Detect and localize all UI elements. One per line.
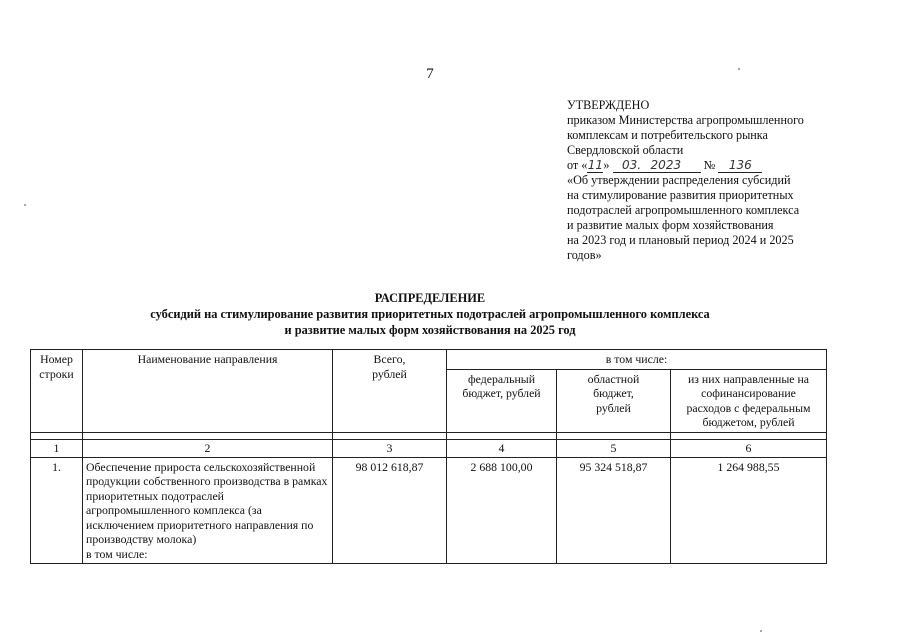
title-line: и развитие малых форм хозяйствования на 2025 год xyxy=(284,323,576,337)
distribution-table xyxy=(30,349,827,564)
header-including: в том числе: xyxy=(447,350,827,370)
row-regional: 95 324 518,87 xyxy=(557,457,671,564)
title-heading: РАСПРЕДЕЛЕНИЕ xyxy=(374,291,486,305)
date-mid: » xyxy=(603,158,610,172)
column-number: 3 xyxy=(333,439,447,457)
column-number: 1 xyxy=(31,439,83,457)
row-direction-note: в том числе: xyxy=(86,546,148,561)
date-prefix: от « xyxy=(567,158,588,172)
header-federal-text: федеральный бюджет, рублей xyxy=(462,371,541,400)
approval-line: Свердловской области xyxy=(567,143,684,157)
header-row-number: Номер строки xyxy=(31,350,83,433)
table-gap-row xyxy=(31,432,827,439)
approval-subject-line: на 2023 год и плановый период 2024 и 2025 xyxy=(567,233,794,247)
row-cofinancing: 1 264 988,55 xyxy=(671,457,827,564)
table-header-row xyxy=(31,350,827,370)
header-cofinancing-text: из них направленные на софинансирование расходов с федеральным бюджетом, рублей xyxy=(686,371,811,429)
approval-subject-line: годов» xyxy=(567,248,602,262)
title-line: субсидий на стимулирование развития приоритетных подотраслей агропромышленного комплекса xyxy=(150,307,710,321)
scan-speck xyxy=(24,204,26,206)
header-federal xyxy=(447,369,557,432)
scan-speck xyxy=(738,68,740,70)
approval-subject-line: подотраслей агропромышленного комплекса xyxy=(567,203,800,217)
table-row xyxy=(31,457,827,564)
approval-subject-line: на стимулирование развития приоритетных xyxy=(567,188,794,202)
number-label: № xyxy=(703,158,716,172)
approval-subject-line: «Об утверждении распределения субсидий xyxy=(567,173,791,187)
column-number: 4 xyxy=(447,439,557,457)
header-total xyxy=(333,350,447,433)
approval-stamp xyxy=(567,98,867,263)
approval-line: приказом Министерства агропромышленного xyxy=(567,113,804,127)
column-number: 6 xyxy=(671,439,827,457)
header-regional xyxy=(557,369,671,432)
row-direction xyxy=(83,457,333,564)
approval-line: комплексам и потребительского рынка xyxy=(567,128,768,142)
header-direction xyxy=(83,350,333,433)
date-day: 11 xyxy=(587,158,604,172)
approval-subject-line: и развитие малых форм хозяйствования xyxy=(567,218,774,232)
row-number: 1. xyxy=(31,457,83,564)
page-number: 7 xyxy=(426,66,434,82)
header-cofinancing xyxy=(671,369,827,432)
scan-speck xyxy=(760,630,762,632)
date-month: 03. xyxy=(613,159,651,173)
header-regional-text: областной бюджет, рублей xyxy=(587,371,640,415)
column-number: 5 xyxy=(557,439,671,457)
order-number: 136 xyxy=(718,159,762,173)
document-title xyxy=(100,290,760,338)
row-total: 98 012 618,87 xyxy=(333,457,447,564)
approval-heading: УТВЕРЖДЕНО xyxy=(567,98,650,112)
row-federal: 2 688 100,00 xyxy=(447,457,557,564)
header-direction-text: Наименование направления xyxy=(137,352,278,366)
approval-date-line xyxy=(567,158,867,173)
date-year: 2023 xyxy=(651,159,701,173)
column-number-row xyxy=(31,439,827,457)
row-direction-text: Обеспечение прироста сельскохозяйственной продукции собственного производства в рамках приоритетных подотраслей агропромышленного комплекса (за исключением приоритетного направления по производству молока) xyxy=(86,459,328,546)
header-total-text: Всего, рублей xyxy=(372,352,407,381)
column-number: 2 xyxy=(83,439,333,457)
